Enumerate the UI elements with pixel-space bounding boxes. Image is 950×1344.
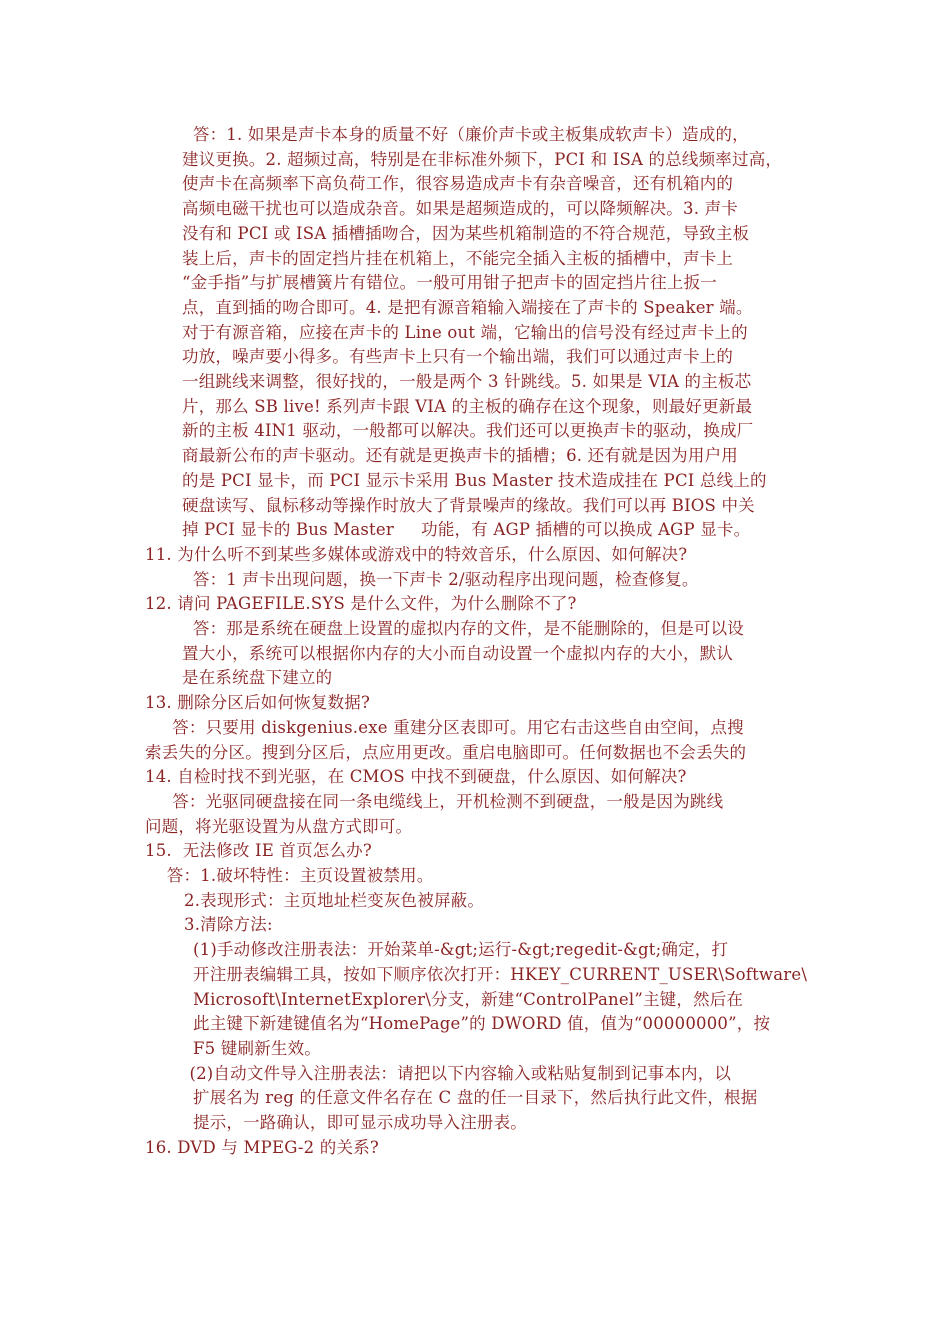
answer-line: 一组跳线来调整，很好找的，一般是两个 3 针跳线。5. 如果是 VIA 的主板芯 <box>182 372 752 391</box>
answer-line: 对于有源音箱，应接在声卡的 Line out 端，它输出的信号没有经过声卡上的 <box>182 322 748 342</box>
answer-line: 点，直到插的吻合即可。4. 是把有源音箱输入端接在了声卡的 Speaker 端。 <box>182 297 753 317</box>
answer-wide-line: 问题，将光驱设置为从盘方式即可。 <box>145 816 413 836</box>
question-line: 11. 为什么听不到某些多媒体或游戏中的特效音乐，什么原因、如何解决? <box>145 544 688 564</box>
answer-line: 新的主板 4IN1 驱动，一般都可以解决。我们还可以更换声卡的驱动，换成厂 <box>182 421 754 441</box>
answer-line: 的是 PCI 显卡，而 PCI 显示卡采用 Bus Master 技术造成挂在 PCI 总线上的 <box>182 470 767 490</box>
answer-sub-line: 3.清除方法: <box>184 915 273 935</box>
question-line: 15. 无法修改 IE 首页怎么办? <box>145 841 372 861</box>
answer-item-line: 扩展名为 reg 的任意文件名存在 C 盘的任一目录下，然后执行此文件，根据 <box>193 1088 758 1108</box>
answer-sub-line: (2)自动文件导入注册表法：请把以下内容输入或粘贴复制到记事本内，以 <box>184 1063 732 1083</box>
answer-line: 建议更换。2. 超频过高，特别是在非标准外频下，PCI 和 ISA 的总线频率过高， <box>182 149 783 169</box>
answer-item-line: (1)手动修改注册表法：开始菜单-&gt;运行-&gt;regedit-&gt;确定，打 <box>193 940 729 960</box>
answer-sub-line: 2.表现形式：主页地址栏变灰色被屏蔽。 <box>184 890 485 910</box>
answer-wide-line: 答：光驱同硬盘接在同一条电缆线上，开机检测不到硬盘，一般是因为跳线 <box>145 791 724 811</box>
question-line: 16. DVD 与 MPEG-2 的关系? <box>145 1137 379 1157</box>
answer-item-line: 开注册表编辑工具，按如下顺序依次打开：HKEY_CURRENT_USER\Software\ <box>193 964 808 984</box>
answer-item-line: Microsoft\InternetExplorer\分支，新建“ControlPanel”主键，然后在 <box>193 989 744 1009</box>
answer-line: 商最新公布的声卡驱动。还有就是更换声卡的插槽；6. 还有就是因为用户用 <box>182 446 738 466</box>
answer-line: 置大小，系统可以根据你内存的大小而自动设置一个虚拟内存的大小，默认 <box>182 643 734 663</box>
answer-line: 没有和 PCI 或 ISA 插槽插吻合，因为某些机箱制造的不符合规范，导致主板 <box>182 223 750 243</box>
answer-line: 答：1. 如果是声卡本身的质量不好（廉价声卡或主板集成软声卡）造成的， <box>182 125 749 144</box>
answer-item-line: 提示，一路确认，即可显示成功导入注册表。 <box>193 1113 527 1132</box>
answer-wide-line: 答：只要用 diskgenius.exe 重建分区表即可。用它右击这些自由空间，点搜 <box>145 717 744 737</box>
answer-line: 功放，噪声要小得多。有些声卡上只有一个输出端，我们可以通过声卡上的 <box>182 347 734 367</box>
answer-item-line: 此主键下新建键值名为“HomePage”的 DWORD 值，值为“00000000”，按 <box>193 1014 771 1034</box>
answer-line: 使声卡在高频率下高负荷工作，很容易造成声卡有杂音噪音，还有机箱内的 <box>182 174 734 194</box>
answer-line: 答：那是系统在硬盘上设置的虚拟内存的文件，是不能删除的，但是可以设 <box>182 619 744 638</box>
answer-line: 片，那么 SB live! 系列声卡跟 VIA 的主板的确存在这个现象，则最好更新最 <box>182 396 753 416</box>
answer-wide-line: 答：1.破坏特性：主页设置被禁用。 <box>145 866 434 885</box>
question-line: 12. 请问 PAGEFILE.SYS 是什么文件，为什么删除不了? <box>145 594 577 614</box>
answer-line: 高频电磁干扰也可以造成杂音。如果是超频造成的，可以降频解决。3. 声卡 <box>182 199 738 219</box>
answer-line: 掉 PCI 显卡的 Bus Master 功能，有 AGP 插槽的可以换成 AGP 显卡。 <box>182 520 751 540</box>
question-line: 14. 自检时找不到光驱，在 CMOS 中找不到硬盘，什么原因、如何解决? <box>145 767 687 787</box>
answer-line: 硬盘读写、鼠标移动等操作时放大了背景噪声的缘故。我们可以再 BIOS 中关 <box>182 495 755 515</box>
answer-wide-line: 索丢失的分区。搜到分区后，点应用更改。重启电脑即可。任何数据也不会丢失的 <box>145 742 747 762</box>
answer-line: 装上后，声卡的固定挡片挂在机箱上，不能完全插入主板的插槽中，声卡上 <box>182 248 734 268</box>
question-line: 13. 删除分区后如何恢复数据? <box>145 693 371 713</box>
answer-line: 是在系统盘下建立的 <box>182 668 333 688</box>
answer-line: “金手指”与扩展槽簧片有错位。一般可用钳子把声卡的固定挡片往上扳一 <box>182 273 717 293</box>
answer-item-line: F5 键刷新生效。 <box>193 1038 321 1058</box>
answer-line: 答：1 声卡出现问题，换一下声卡 2/驱动程序出现问题，检查修复。 <box>182 569 699 589</box>
